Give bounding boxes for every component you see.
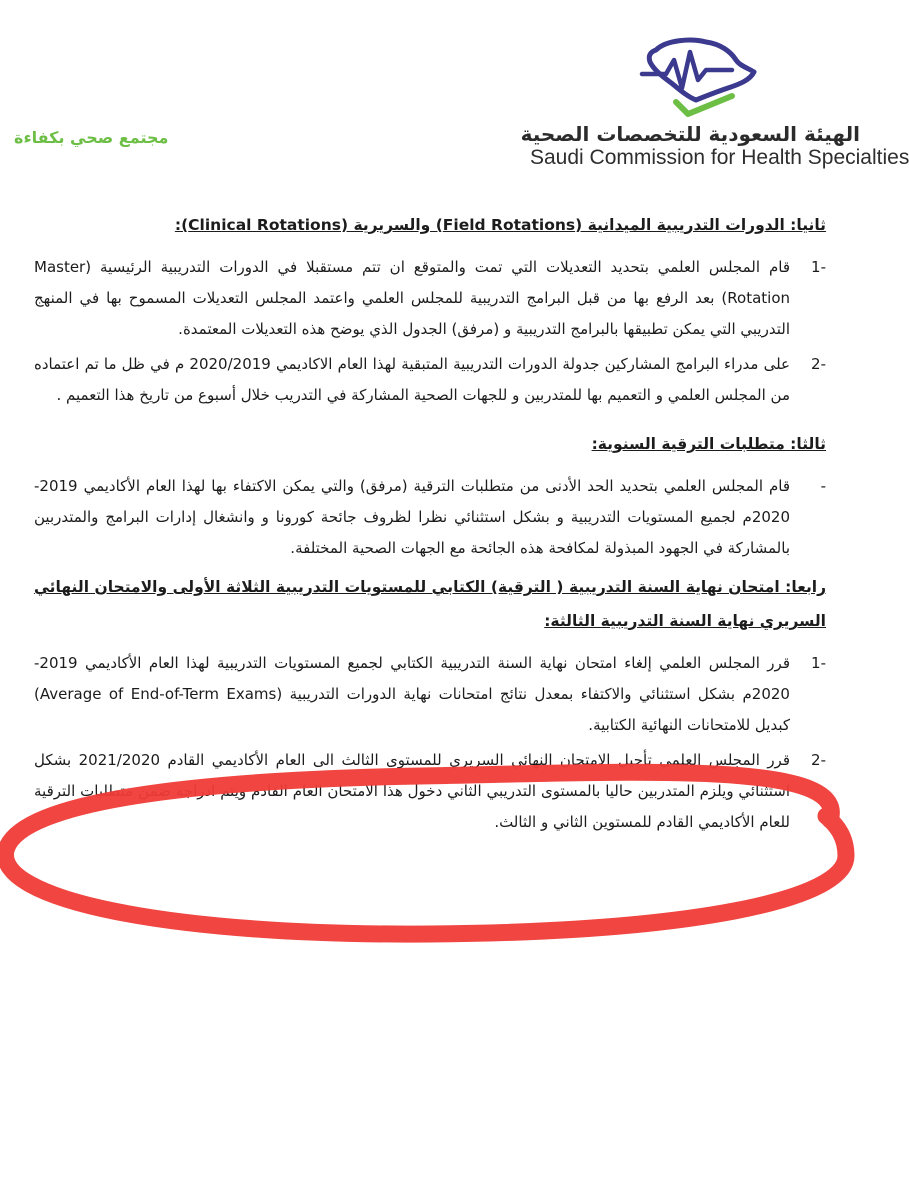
list-marker: -2: [811, 751, 826, 769]
list-item: [34, 349, 826, 411]
list-item: [34, 471, 826, 564]
list-item: [34, 745, 826, 838]
list-item-text: قام المجلس العلمي بتحديد الحد الأدنى من متطلبات الترقية (مرفق) والتي يمكن الاكتفاء بها لهذا العام الأكاديمي 2019-2020م لجميع المستويات التدريبية و بشكل استثنائي نظرا لظروف جائحة كورونا و وانشغال إدارات البرامج والمتدربين بالمشاركة في الجهود المبذولة لمكافحة هذه الجائحة مع الجهات الصحية المختلفة.: [34, 477, 790, 557]
list-item: [34, 252, 826, 345]
list-item-text: على مدراء البرامج المشاركين جدولة الدورات التدريبية المتبقية لهذا العام الاكاديمي 2020/2019 م في ظل ما تم اعتماده من المجلس العلمي و التعميم بها للمتدربين و للجهات الصحية المشاركة في التدريب خلال أسبوع من تاريخ هذا التعميم .: [34, 355, 790, 404]
heartbeat-map-logo-icon: [636, 30, 760, 126]
list-marker: -: [820, 477, 826, 495]
org-tagline: مجتمع صحي بكفاءة: [14, 128, 169, 147]
section-heading-year-end-exam: رابعا: امتحان نهاية السنة التدريبية ( الترقية) الكتابي للمستويات التدريبية الثلاثة الأولى والامتحان النهائي السريري نهاية السنة التدريبية الثالثة:: [34, 578, 826, 630]
section-heading-promotion-requirements: ثالثا: متطلبات الترقية السنوية:: [591, 435, 826, 453]
org-name-arabic: الهيئة السعودية للتخصصات الصحية: [520, 122, 860, 146]
list-marker: -1: [811, 258, 826, 276]
list-marker: -1: [811, 654, 826, 672]
section-heading-field-rotations: ثانيا: الدورات التدريبية الميدانية (Field Rotations) والسريرية (Clinical Rotations):: [174, 216, 826, 234]
org-name-english: Saudi Commission for Health Specialties: [530, 146, 909, 169]
document-body: [34, 208, 826, 842]
list-marker: -2: [811, 355, 826, 373]
list-item-text: قرر المجلس العلمي تأجيل الامتحان النهائي السريري للمستوى الثالث الى العام الأكاديمي القادم 2021/2020 بشكل استثنائي ويلزم المتدربين حاليا بالمستوى التدريبي الثاني دخول هذا الامتحان العام القادم ويتم ادراجه ضمن متطلبات الترقية للعام الأكاديمي القادم للمستوين الثاني و الثالث.: [34, 751, 791, 831]
list-item-highlighted: [34, 648, 826, 741]
list-item-text: قام المجلس العلمي بتحديد التعديلات التي تمت والمتوقع ان تتم مستقبلا في الدورات التدريبية الرئيسية (Master Rotation) بعد الرفع بها من قبل البرامج التدريبية للمجلس العلمي واعتمد المجلس التعديلات المسموح بها في المنهج التدريبي التي يمكن تطبيقها بالبرامج التدريبية و (مرفق) الجدول الذي يوضح هذه التعديلات المعتمدة.: [34, 258, 790, 338]
list-item-text: قرر المجلس العلمي إلغاء امتحان نهاية السنة التدريبية الكتابي لجميع المستويات التدريبية لهذا العام الأكاديمي 2019-2020م بشكل استثنائي والاكتفاء بمعدل نتائج امتحانات نهاية الدورات التدريبية (Average of End-of-Term Exams) كبديل للامتحانات النهائية الكتابية.: [34, 654, 790, 734]
